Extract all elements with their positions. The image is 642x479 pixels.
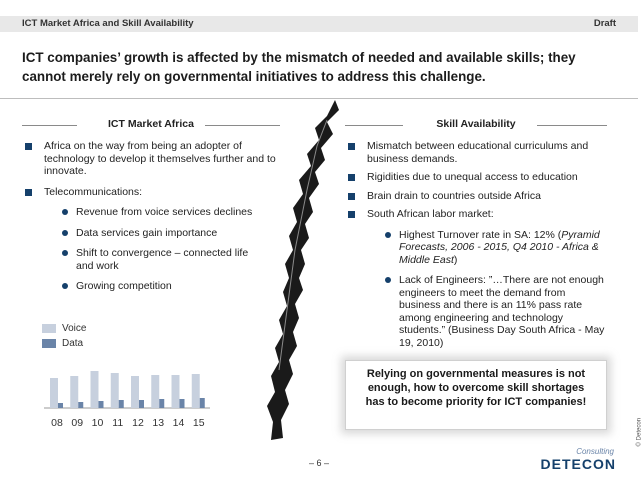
sub-bullet-data-importance: Data services gain importance (54, 227, 284, 240)
bar-voice-13 (151, 375, 159, 408)
x-tick-label: 14 (172, 417, 185, 429)
draft-label: Draft (593, 18, 616, 29)
legend-item-data (42, 337, 86, 350)
x-tick-label: 11 (112, 417, 124, 429)
bullet-sa-labor-label: South African labor market: (367, 208, 494, 220)
bar-data-10 (99, 401, 104, 408)
x-tick-label: 15 (192, 417, 205, 429)
header-title: ICT Market Africa and Skill Availability (22, 18, 194, 29)
logo-consulting: Consulting (576, 447, 614, 456)
turnover-close: ) (453, 253, 458, 266)
x-tick-label: 08 (51, 417, 63, 429)
bullet-telecommunications (22, 186, 284, 293)
bullet-brain-drain: Brain drain to countries outside Africa (345, 190, 607, 203)
right-column-title-wrap (345, 118, 607, 130)
bar-voice-08 (50, 378, 58, 408)
sub-bullet-convergence: Shift to convergence – connected life and work (54, 247, 284, 272)
left-column-title-wrap (22, 118, 280, 130)
bar-data-12 (139, 400, 144, 408)
sub-bullet-competition: Growing competition (54, 280, 284, 293)
copyright-notice: © Detecon (636, 418, 642, 447)
sub-bullet-turnover (377, 229, 607, 267)
bar-voice-12 (131, 376, 139, 408)
legend-item-voice (42, 322, 86, 335)
chart-legend (42, 322, 86, 352)
x-tick-label: 09 (71, 417, 84, 429)
bar-voice-10 (91, 371, 99, 408)
bullet-telecom-label: Telecommunications: (44, 185, 143, 198)
bar-data-14 (180, 399, 185, 408)
bar-data-13 (159, 399, 164, 408)
callout-box: Relying on governmental measures is not enough, how to overcome skill shortages has to become priority for ICT companies! (345, 360, 607, 430)
left-column-title: ICT Market Africa (108, 118, 194, 130)
bullet-curriculum-mismatch: Mismatch between educational curriculums and business demands. (345, 140, 607, 165)
detecon-logo (541, 447, 616, 474)
x-tick-label: 13 (152, 417, 165, 429)
title-rule-left (22, 125, 77, 126)
logo-brand: DETECON (540, 456, 616, 472)
right-column-title: Skill Availability (436, 118, 516, 130)
sub-bullet-lack-of-engineers: Lack of Engineers: ”…There are not enough engineers to meet the demand from business and there is an 11% pass rate among engineering and technology students.” (Business Day South Africa - May 19, 2010) (377, 274, 607, 349)
sub-bullet-voice-declines: Revenue from voice services declines (54, 206, 284, 219)
turnover-source: Pyramid Forecasts, 2006 - 2015, Q4 2010 - Africa & Middle East (399, 228, 600, 266)
bar-voice-15 (192, 374, 200, 408)
bar-data-15 (200, 398, 205, 408)
legend-swatch-voice (42, 324, 56, 333)
headline-divider (0, 98, 638, 99)
telecom-revenue-bar-chart (42, 360, 214, 430)
right-bullet-list (345, 140, 607, 357)
title-rule-right (537, 125, 607, 126)
bar-voice-11 (111, 373, 119, 408)
left-bullet-list (22, 140, 284, 301)
legend-label-voice: Voice (62, 323, 87, 334)
bar-data-09 (78, 402, 83, 408)
bar-data-08 (58, 403, 63, 408)
bullet-africa-adopter: Africa on the way from being an adopter of technology to develop it themselves further and to innovate. (22, 140, 284, 178)
header-bar (0, 16, 638, 32)
bullet-sa-labor-market (345, 208, 607, 349)
bar-data-11 (119, 400, 124, 408)
turnover-text: Highest Turnover rate in SA: 12% ( (399, 228, 562, 241)
bar-voice-14 (172, 375, 180, 408)
slide-headline: ICT companies’ growth is affected by the mismatch of needed and available skills; they cannot merely rely on governmental initiatives to address this challenge. (22, 50, 576, 84)
crack-shape (267, 100, 339, 440)
legend-swatch-data (42, 339, 56, 348)
legend-label-data: Data (62, 338, 84, 349)
page-number: – 6 – (308, 458, 330, 468)
bar-voice-09 (70, 376, 78, 408)
x-tick-label: 12 (132, 417, 144, 429)
bullet-education-access: Rigidities due to unequal access to education (345, 171, 607, 184)
x-tick-label: 10 (91, 417, 104, 429)
